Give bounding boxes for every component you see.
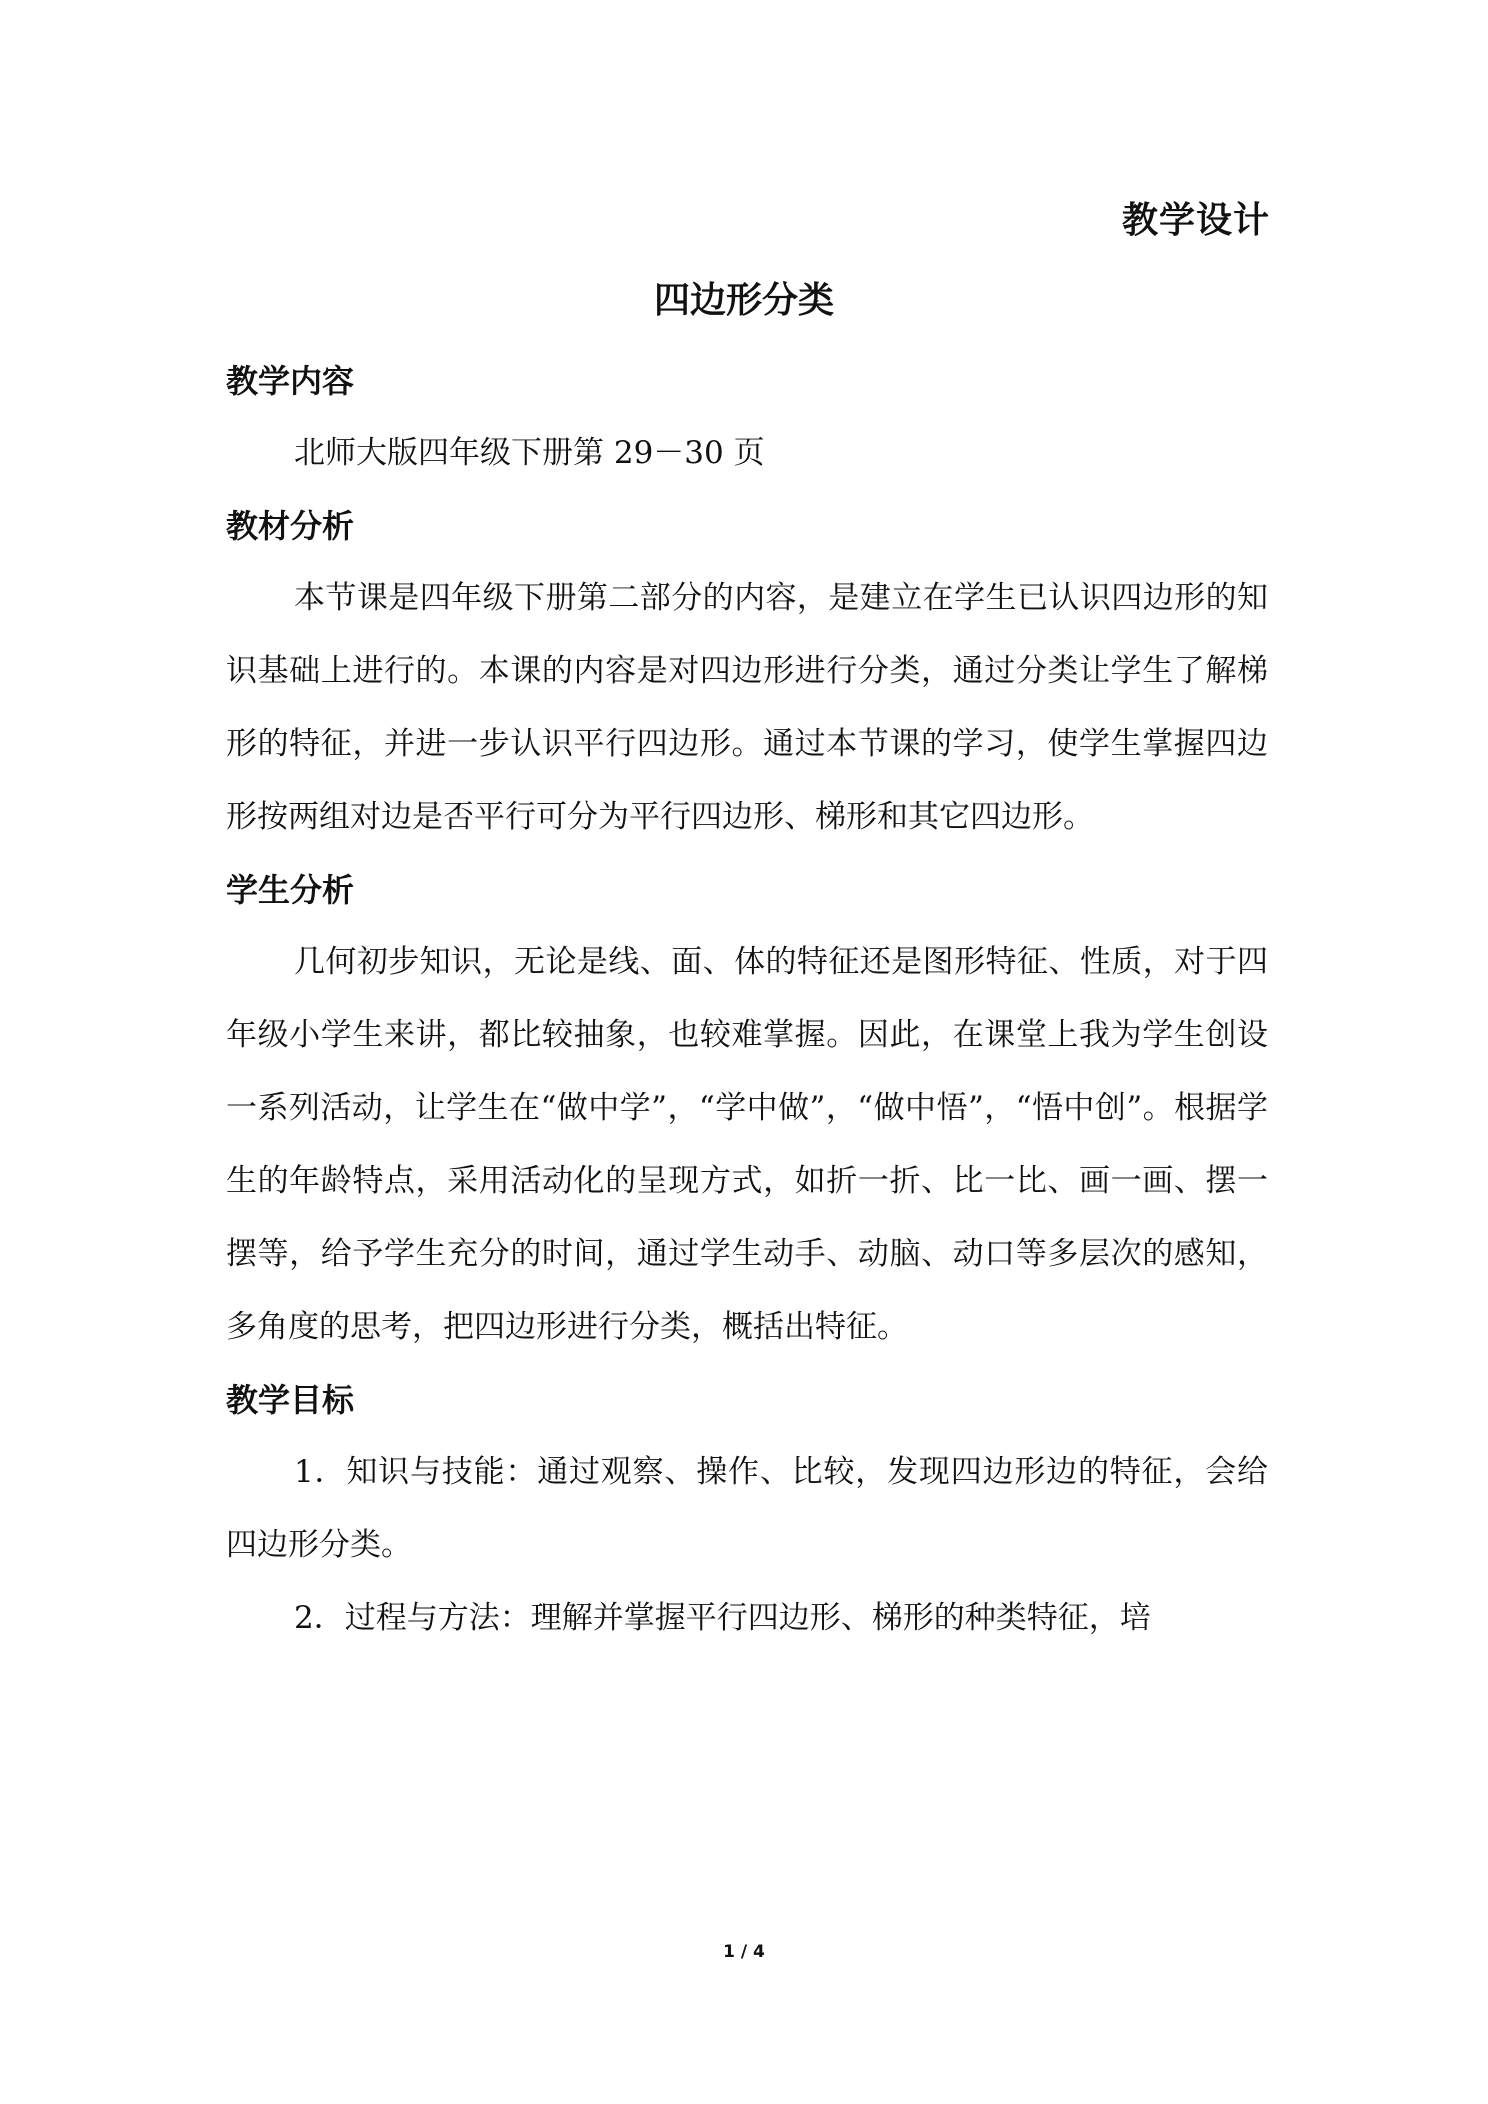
- section-heading: 教学内容: [226, 362, 355, 400]
- paragraph: 几何初步知识，无论是线、面、体的特征还是图形特征、性质，对于四年级小学生来讲，都比较抽象，也较难掌握。因此，在课堂上我为学生创设一系列活动，让学生在“做中学”，“学中做”，“做中悟”，“悟中创”。根据学生的年龄特点，采用活动化的呈现方式，如折一折、比一比、画一画、摆一摆等，给予学生充分的时间，通过学生动手、动脑、动口等多层次的感知，多角度的思考，把四边形进行分类，概括出特征。: [226, 944, 1268, 1345]
- paragraph: 北师大版四年级下册第 29－30 页: [294, 435, 765, 471]
- section-student-analysis: [226, 854, 1268, 1364]
- section-teaching-goals: [226, 1364, 1268, 1655]
- document-title: 四边形分类: [653, 280, 834, 321]
- page-number: 1 / 4: [723, 1942, 765, 1962]
- paragraph: 2．过程与方法：理解并掌握平行四边形、梯形的种类特征，培: [294, 1600, 1151, 1636]
- section-teaching-content: [226, 345, 1268, 490]
- paragraph: 1．知识与技能：通过观察、操作、比较，发现四边形边的特征，会给四边形分类。: [226, 1454, 1268, 1563]
- section-heading: 教材分析: [226, 507, 355, 545]
- document-body: [226, 345, 1268, 1655]
- section-heading: 学生分析: [226, 871, 355, 909]
- paragraph: 本节课是四年级下册第二部分的内容，是建立在学生已认识四边形的知识基础上进行的。本课的内容是对四边形进行分类，通过分类让学生了解梯形的特征，并进一步认识平行四边形。通过本节课的学习，使学生掌握四边形按两组对边是否平行可分为平行四边形、梯形和其它四边形。: [226, 580, 1268, 835]
- section-heading: 教学目标: [226, 1381, 355, 1419]
- section-material-analysis: [226, 490, 1268, 854]
- document-type-label: 教学设计: [1121, 200, 1270, 241]
